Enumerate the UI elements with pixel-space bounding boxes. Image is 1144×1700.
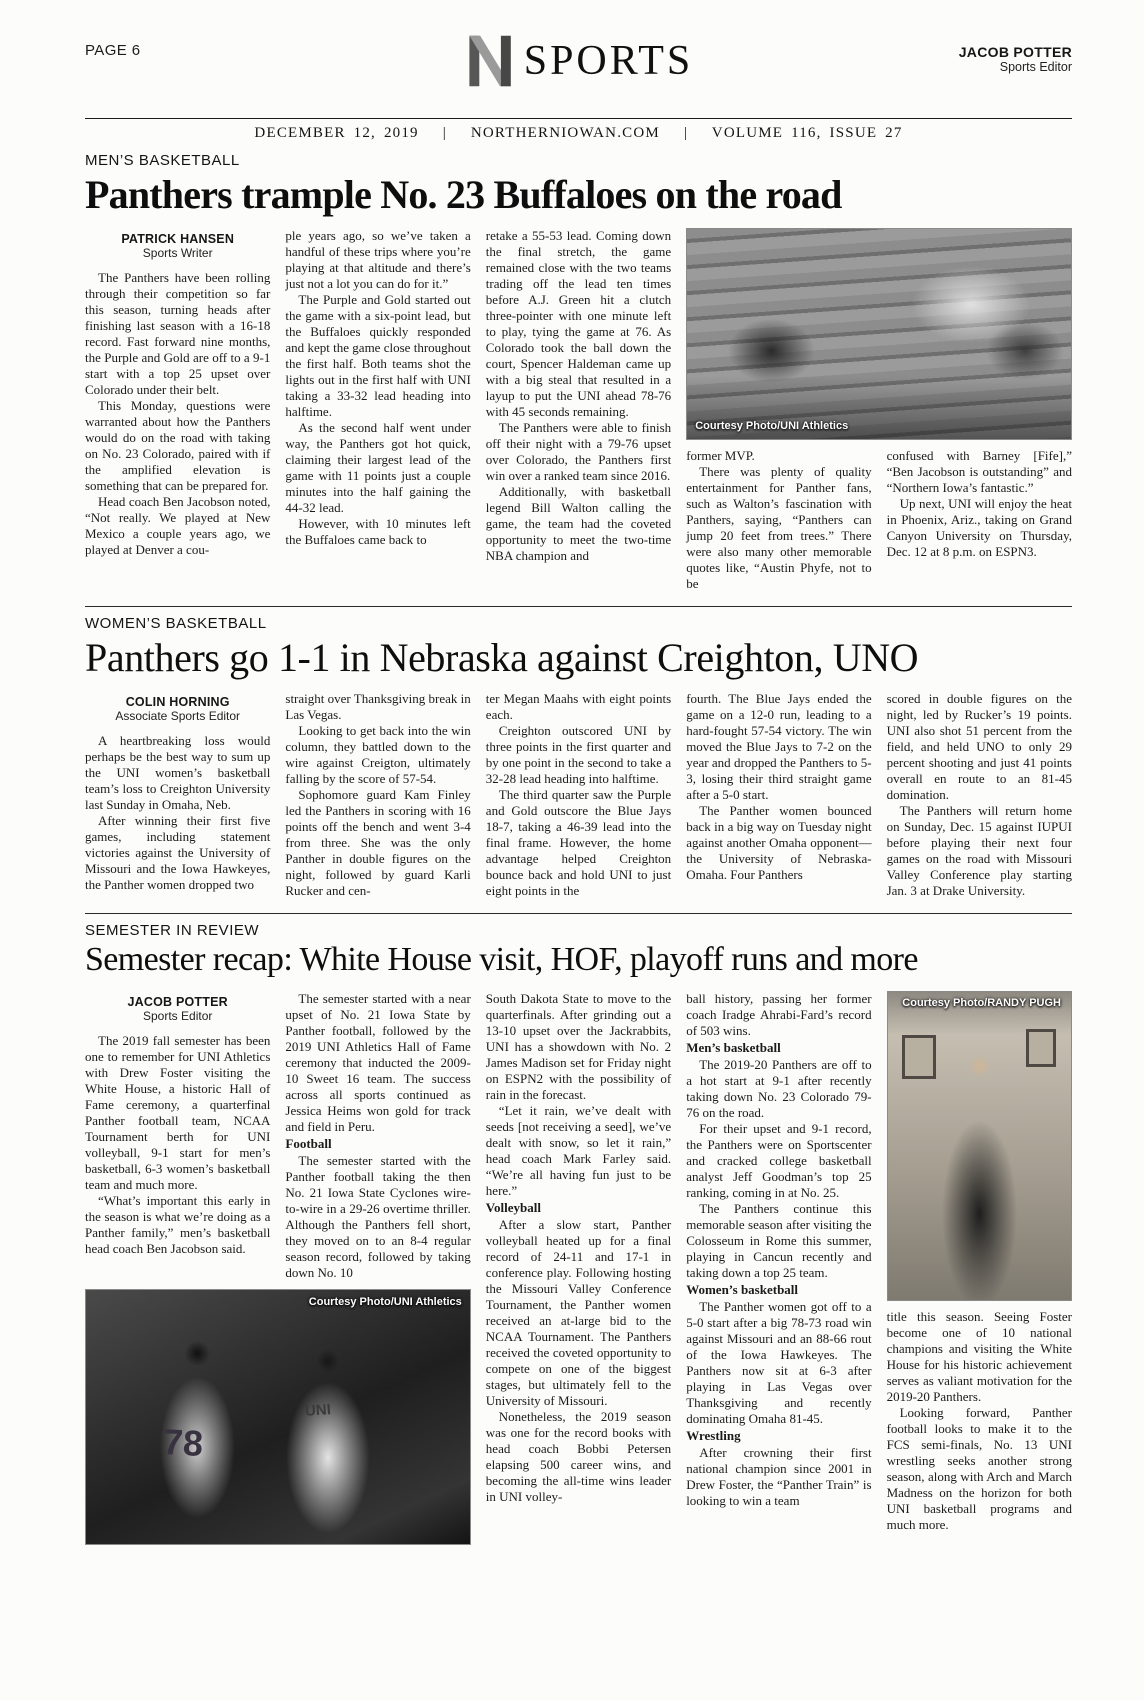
text-column [486, 691, 671, 899]
picture-frame [902, 1035, 936, 1079]
jersey-text-uni: UNI [304, 1400, 332, 1420]
photo-subcolumns [85, 991, 471, 1281]
article-paragraph: Additionally, with basketball legend Bill Walton calling the game, the team had the coveted opportunity to meet the two-time NBA champion and [485, 484, 672, 563]
article-subhead: Women’s basketball [686, 1282, 799, 1297]
text-column [85, 691, 270, 899]
column-text [85, 1033, 270, 1257]
jersey-number: 78 [161, 1421, 204, 1465]
column-text [85, 733, 270, 893]
article-paragraph: The Purple and Gold started out the game with a six-point lead, but the Buffaloes quickly responded and kept the game close throughout the first half. Both teams shot the lights out in the first half with UNI taking a 33-32 lead heading into halftime. [285, 292, 471, 419]
editor-role: Sports Editor [999, 60, 1072, 74]
editor-credit [959, 44, 1072, 74]
article-paragraph: The Panthers have been rolling through their competition so far this season, turning heads after finishing last season with a 16-18 record. Fast forward nine months, the Purple and Gold are off to a 9-1 start with a top 25 upset over Colorado under their belt. [85, 270, 271, 397]
article-paragraph: For their upset and 9-1 record, the Panthers were on Sportscenter and cracked college basketball analyst Jeff Goodman’s top 25 ranking, coming in at No. 25. [686, 1121, 872, 1200]
text-column [285, 691, 470, 899]
text-column [486, 991, 671, 1545]
article-paragraph: There was plenty of quality entertainment for Panther fans, such as Walton’s fascination with Panthers, saying, “Panthers can jump 20 feet from trees.” There were also many other memorable quotes like, “Austin Phyfe, not to be [686, 464, 872, 591]
portrait-photo [887, 991, 1072, 1301]
article-paragraph: South Dakota State to move to the quarterfinals. After grinding out a 13-10 upset over the Jackrabbits, UNI has a showdown with No. 2 James Madison set for Friday night on ESPN2 with the possibility of rain in the forecast. [485, 991, 672, 1102]
byline [85, 995, 270, 1023]
article-paragraph: The semester started with a near upset of No. 21 Iowa State by Panther football, followed by the 2019 UNI Athletics Hall of Fame ceremony that inducted the 2009-10 Sweet 16 team. The success across all sports continued as Jessica Heims won gold for track and field in Peru. [285, 991, 471, 1134]
article-subhead: Men’s basketball [686, 1040, 781, 1055]
article-paragraph: ple years ago, so we’ve taken a handful of these trips where you’re playing at that altitude and there’s just not a lot you can do for it.” [285, 228, 471, 291]
text-column [686, 448, 871, 592]
text-column [285, 228, 470, 592]
article-kicker: MEN’S BASKETBALL [85, 152, 240, 169]
article-paragraph: The 2019-20 Panthers are off to a hot start at 9-1 after recently taking down No. 23 Colorado 79-76 on the road. [686, 1057, 872, 1120]
dateline [85, 118, 1072, 146]
masthead [85, 32, 1072, 90]
article-kicker: SEMESTER IN REVIEW [85, 922, 260, 939]
article-paragraph: fourth. The Blue Jays ended the game on a 12-0 run, leading to a hard-fought 57-54 victory. The win moved the Blue Jays to 7-2 on the year and dropped the Panthers to 5-3, losing their third straight game after a 5-0 start. [686, 691, 872, 802]
text-column [285, 991, 470, 1281]
text-column [486, 228, 671, 592]
article-paragraph: Nonetheless, the 2019 season was one for the record books with head coach Bobbi Petersen elapsing 500 career wins, and becoming the all-time wins leader in UNI volley- [485, 1409, 672, 1504]
text-column [686, 691, 871, 899]
section-divider [85, 913, 1072, 914]
photo-subcolumns [686, 448, 1072, 592]
article-paragraph: The Panther women bounced back in a big way on Tuesday night against another Omaha opponent—the University of Nebraska-Omaha. Four Panthers [686, 803, 872, 882]
article-paragraph: former MVP. [686, 448, 755, 463]
page-header [85, 26, 1072, 118]
article-paragraph: The 2019 fall semester has been one to remember for UNI Athletics with Drew Foster visiting the White House, a historic Hall of Fame ceremony, a quarterfinal Panther football team, NCAA Tournament berth for UNI volleyball, 9-1 start for men’s basketball, 6-3 women’s basketball team and much more. [85, 1033, 271, 1192]
byline-role: Sports Writer [142, 246, 213, 260]
article-paragraph: ball history, passing her former coach Iradge Ahrabi-Fard’s record of 503 wins. [686, 991, 872, 1038]
article-mens-basketball [85, 152, 1072, 592]
article-paragraph: Looking to get back into the win column, they battled down to the wire against Creigton, ultimately falling by the score of 57-54. [285, 723, 471, 786]
photo-caption: Courtesy Photo/UNI Athletics [695, 420, 849, 432]
article-paragraph: The Panther women got off to a 5-0 start after a big 78-73 road win against Missouri and an 88-66 rout of the Iowa Hawkeyes. The Panthers now sit at 6-3 after playing in Las Vegas over Thanksgiving and recently dominating Omaha 81-45. [686, 1299, 872, 1426]
article-paragraph: Creighton outscored UNI by three points in the first quarter and by one point in the second to take a 32-28 lead heading into halftime. [485, 723, 672, 786]
editor-name: JACOB POTTER [958, 44, 1072, 60]
article-paragraph: scored in double figures on the night, led by Rucker’s 19 points. UNI also shot 51 percent from the field, and held UNO to only 29 percent shooting and just 41 points overall en route to an 81-45 domination. [886, 691, 1072, 802]
article-paragraph: confused with Barney [Fife],” “Ben Jacobson is outstanding” and “Northern Iowa’s fantastic.” [886, 448, 1072, 495]
dateline-issue: VOLUME 116, ISSUE 27 [711, 125, 903, 141]
article-paragraph: A heartbreaking loss would perhaps be the best way to sum up the UNI women’s basketball team’s loss to Creighton University last Sunday in Omaha, Neb. [85, 733, 271, 812]
dateline-separator: | [442, 125, 447, 141]
byline-role: Sports Editor [143, 1009, 213, 1023]
column-text [85, 270, 270, 558]
article-subhead: Wrestling [686, 1428, 741, 1443]
dateline-site: NORTHERNIOWAN.COM [470, 125, 660, 141]
article-subhead: Football [285, 1136, 332, 1151]
article-paragraph: The Panthers continue this memorable season after visiting the Colosseum in Rome this summer, playing in Cancun recently and taking down a top 25 team. [686, 1201, 872, 1280]
article-columns [85, 991, 1072, 1545]
article-paragraph: The Panthers will return home on Sunday, Dec. 15 against IUPUI before playing their next four games on the road with Missouri Valley Conference play starting Jan. 3 at Drake University. [886, 803, 1072, 898]
article-columns [85, 691, 1072, 899]
text-column [85, 228, 270, 592]
stadium-broadcast-photo [686, 228, 1072, 440]
article-paragraph: “What’s important this early in the season is what we’re doing as a Panther family,” men’s basketball head coach Ben Jacobson said. [85, 1193, 271, 1256]
byline-name: PATRICK HANSEN [121, 232, 235, 246]
article-paragraph: Up next, UNI will enjoy the heat in Phoenix, Ariz., taking on Grand Canyon University on Thursday, Dec. 12 at 8 p.m. on ESPN3. [886, 496, 1072, 559]
article-paragraph: “Let it rain, we’ve dealt with seeds [not receiving a seed], we’ve dealt with snow, so let it rain,” head coach Mark Farley said. “We’re all having fun just to be here.” [485, 1103, 672, 1198]
article-paragraph: Head coach Ben Jacobson noted, “Not really. We played at New Mexico a couple years ago, we played at Denver a cou- [85, 494, 271, 557]
article-paragraph: After a slow start, Panther volleyball heated up for a final record of 24-11 and 17-1 in conference play. Following hosting the Missouri Valley Conference Tournament, the Panther women received an at-large bid to the NCAA Tournament. The Panthers received the coveted opportunity to compete on one of the biggest stages, but ultimately fell to the University of Missouri. [485, 1217, 672, 1408]
article-paragraph: After winning their first five games, including statement victories against the University of Missouri and the Iowa Hawkeyes, the Panther women dropped two [85, 813, 271, 892]
article-paragraph: This Monday, questions were warranted about how the Panthers would do on the road with taking on No. 23 Colorado, paired with if the amplified elevation is something that can be prepared for. [85, 398, 271, 493]
article-headline: Semester recap: White House visit, HOF, playoff runs and more [85, 941, 918, 978]
article-paragraph: The Panthers were able to finish off their night with a 79-76 upset over Colorado, the Panthers first win over a ranked team since 2016. [485, 420, 672, 483]
article-paragraph: As the second half went under way, the Panthers got hot quick, claiming their largest lead of the game with 11 points just a couple minutes into the half gaining the 44-32 lead. [285, 420, 471, 515]
page-number: PAGE 6 [85, 42, 141, 59]
northern-iowan-logo [464, 32, 518, 90]
column-text [887, 1309, 1072, 1533]
picture-frame [1026, 1029, 1056, 1067]
article-headline: Panthers trample No. 23 Buffaloes on the road [85, 172, 842, 217]
article-paragraph: retake a 55-53 lead. Coming down the final stretch, the game remained close with the two teams trading off the lead ten times before A.J. Green hit a clutch three-pointer with one minute left to play, tying the game at 76. As Colorado took the ball down the court, Spencer Haldeman came up with a big steal that resulted in a layup to put the UNI ahead 78-76 with 45 seconds remaining. [485, 228, 672, 419]
article-paragraph: straight over Thanksgiving break in Las Vegas. [285, 691, 471, 722]
dateline-separator: | [683, 125, 689, 141]
article-paragraph: Looking forward, Panther football looks to make it to the FCS semi-finals, No. 13 UNI wrestling seeks another strong season, along with Arch and March Madness on the horizon for both UNI basketball programs and much more. [886, 1405, 1072, 1532]
text-and-photo-group [85, 991, 471, 1545]
article-headline: Panthers go 1-1 in Nebraska against Creighton, UNO [85, 635, 919, 680]
text-column [686, 991, 871, 1545]
byline-role: Associate Sports Editor [115, 709, 241, 723]
text-column [887, 448, 1072, 592]
byline-name: JACOB POTTER [127, 995, 228, 1009]
article-paragraph: title this season. Seeing Foster become one of 10 national champions and visiting the White House for his historic achievement serves as valiant motivation for the 2019-20 Panthers. [886, 1309, 1072, 1404]
article-columns [85, 228, 1072, 592]
byline [85, 695, 270, 723]
article-semester-review [85, 922, 1072, 1545]
article-paragraph: However, with 10 minutes left the Buffaloes came back to [285, 516, 471, 547]
article-paragraph: After crowning their first national champion since 2001 in Drew Foster, the “Panther Train” is looking to win a team [686, 1445, 872, 1508]
photo-and-text-group [686, 228, 1072, 592]
text-column [85, 991, 270, 1281]
article-subhead: Volleyball [485, 1200, 541, 1215]
article-womens-basketball [85, 615, 1072, 899]
dateline-date: DECEMBER 12, 2019 [254, 125, 419, 141]
masthead-title: SPORTS [523, 38, 694, 84]
article-paragraph: Sophomore guard Kam Finley led the Panthers in scoring with 16 points off the bench and went 3-4 from three. She was the only Panther in double figures on the night, followed by guard Karli Rucker and cen- [285, 787, 471, 898]
article-kicker: WOMEN’S BASKETBALL [85, 615, 267, 632]
article-paragraph: ter Megan Maahs with eight points each. [485, 691, 672, 722]
photo-caption: Courtesy Photo/RANDY PUGH [902, 997, 1061, 1009]
byline-name: COLIN HORNING [125, 695, 230, 709]
text-column [887, 691, 1072, 899]
article-paragraph: The third quarter saw the Purple and Gold outscore the Blue Jays 18-7, taking a 46-39 lead into the final frame. However, the home advantage helped Creighton bounce back and hold UNI to just eight points in the [485, 787, 672, 898]
football-players-photo [85, 1289, 471, 1545]
article-paragraph: The semester started with the Panther football taking the then No. 21 Iowa State Cyclones wire-to-wire in a 29-26 overtime thriller. Although the Panthers fell short, they moved on to an 8-4 regular season record, followed by taking down No. 10 [285, 1153, 471, 1280]
photo-and-text-column [887, 991, 1072, 1545]
photo-caption: Courtesy Photo/UNI Athletics [308, 1296, 462, 1308]
byline [85, 232, 270, 260]
section-divider [85, 606, 1072, 607]
